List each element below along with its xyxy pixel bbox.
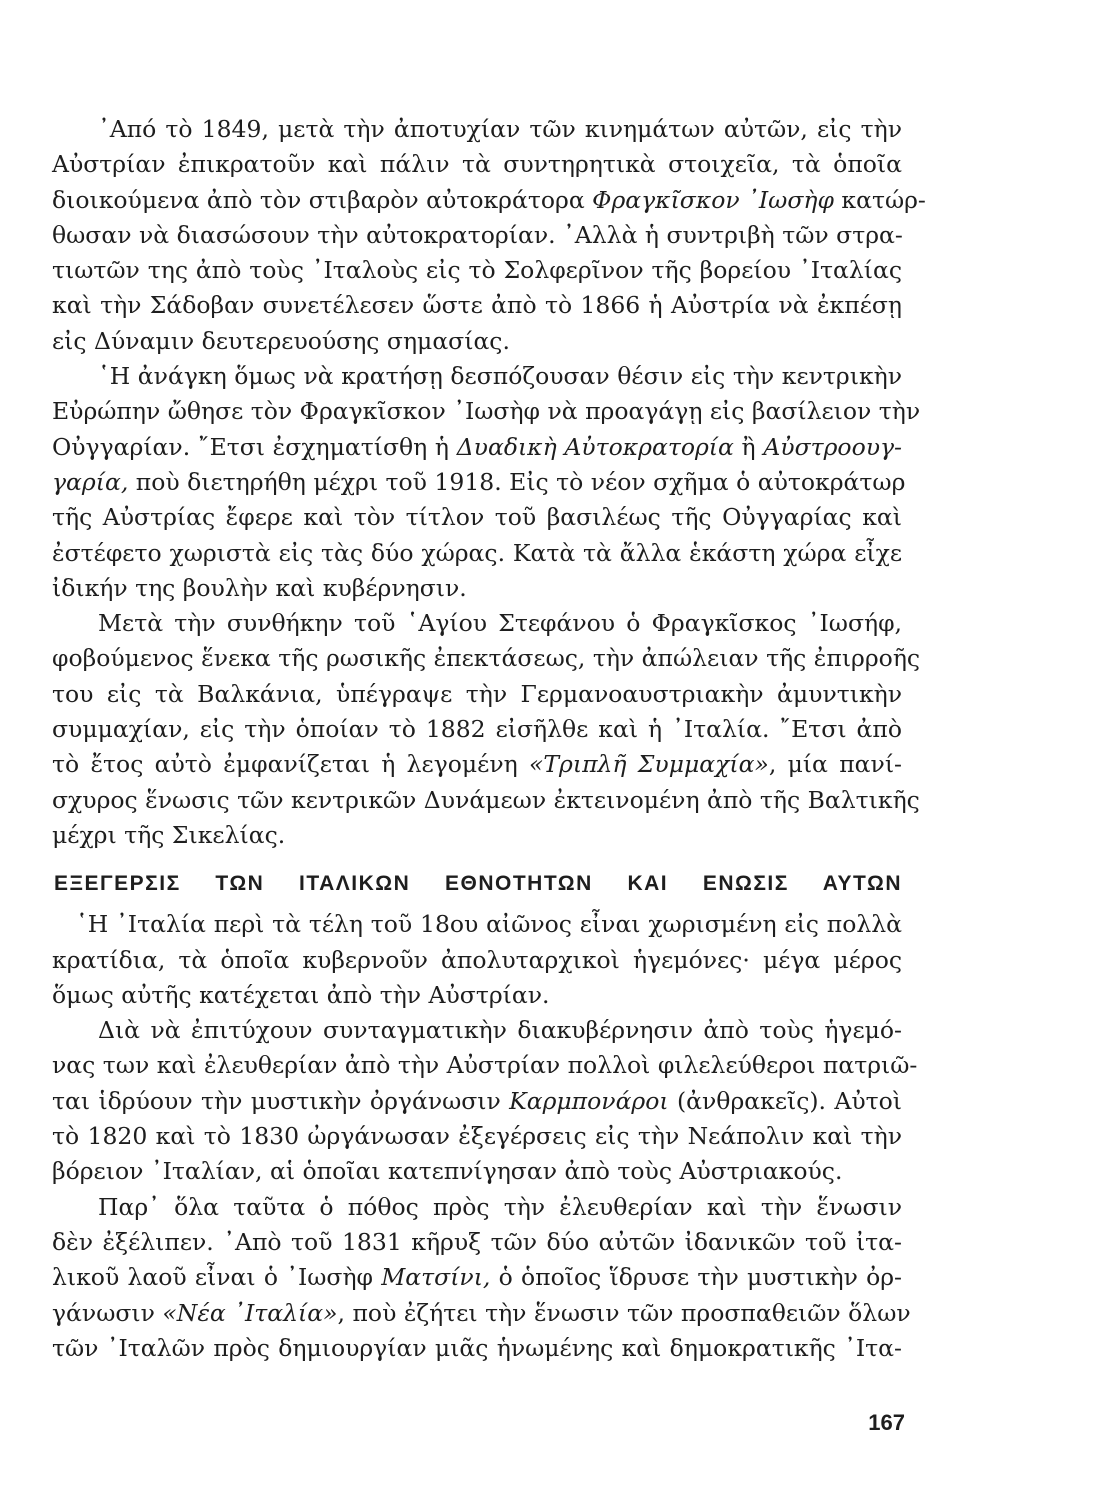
- text-line: [52, 183, 926, 218]
- text-line: [52, 465, 906, 500]
- italic-term: Δυαδικὴ Αὐτοκρατορία: [456, 432, 734, 461]
- text-run: ὁ ὁποῖος ἵδρυσε τὴν μυστικὴν ὀρ-: [490, 1263, 902, 1292]
- text-line: εἰς Δύναμιν δευτερευούσης σημασίας.: [52, 326, 510, 355]
- text-line: νας των καὶ ἐλευθερίαν ἀπὸ τὴν Αὐστρίαν πολλοὶ φιλελεύθεροι πατριῶ-: [52, 1051, 918, 1080]
- italic-term: «Τριπλῆ Συμμαχία»: [529, 750, 769, 779]
- text-line: μέχρι τῆς Σικελίας.: [52, 820, 286, 849]
- text-run: ἢ: [733, 432, 764, 461]
- text-run: τὸ ἔτος αὐτὸ ἐμφανίζεται ἡ λεγομένη: [52, 750, 529, 779]
- body-text: [52, 112, 926, 1366]
- text-run: ται ἱδρύουν τὴν μυστικὴν ὀργάνωσιν: [52, 1086, 510, 1115]
- text-line: Αὐστρίαν ἐπικρατοῦν καὶ πάλιν τὰ συντηρητικὰ στοιχεῖα, τὰ ὁποῖα: [52, 150, 902, 179]
- text-run: (ἀνθρακεῖς). Αὐτοὶ: [668, 1086, 902, 1115]
- text-line: ῾Η ἀνάγκη ὅμως νὰ κρατήσῃ δεσπόζουσαν θέσιν εἰς τὴν κεντρικὴν: [98, 362, 902, 391]
- section-heading: ΕΞΕΓΕΡΣΙΣ ΤΩΝ ΙΤΑΛΙΚΩΝ ΕΘΝΟΤΗΤΩΝ ΚΑΙ ΕΝΩΣΙΣ ΑΥΤΩΝ: [54, 872, 902, 896]
- paragraph-triple-alliance: [52, 606, 921, 853]
- text-line: Μετὰ τὴν συνθήκην τοῦ ῾Αγίου Στεφάνου ὁ Φραγκῖσκος ᾿Ιωσήφ,: [98, 609, 902, 638]
- text-run: Οὐγγαρίαν. ῎Ετσι ἐσχηματίσθη ἡ: [52, 432, 457, 461]
- paragraph-dual-monarchy: [52, 359, 921, 606]
- paragraph-austria-1849: [52, 112, 926, 359]
- text-line: θωσαν νὰ διασώσουν τὴν αὐτοκρατορίαν. ᾿Αλλὰ ἡ συντριβὴ τῶν στρα-: [52, 220, 903, 249]
- text-line: ἐστέφετο χωριστὰ εἰς τὰς δύο χώρας. Κατὰ τὰ ἄλλα ἑκάστη χώρα εἶχε: [52, 538, 902, 567]
- italic-term: γαρία,: [52, 467, 129, 496]
- text-run: λικοῦ λαοῦ εἶναι ὁ ᾿Ιωσὴφ: [52, 1263, 382, 1292]
- paragraph-italy-18th-century: [52, 907, 902, 1013]
- text-run: κατώρ-: [833, 185, 926, 214]
- text-line: τῆς Αὐστρίας ἔφερε καὶ τὸν τίτλον τοῦ βασιλέως τῆς Οὐγγαρίας καὶ: [52, 503, 902, 532]
- italic-name: Φραγκῖσκον ᾿Ιωσὴφ: [592, 185, 834, 214]
- italic-term: Αὐστροουγ-: [763, 432, 902, 461]
- text-line: Παρ᾿ ὅλα ταῦτα ὁ πόθος πρὸς τὴν ἐλευθερίαν καὶ τὴν ἕνωσιν: [98, 1192, 902, 1221]
- italic-term: «Νέα ᾿Ιταλία»: [162, 1298, 338, 1327]
- paragraph-mazzini: [52, 1190, 911, 1366]
- text-line: [52, 747, 902, 782]
- text-line: τὸ 1820 καὶ τὸ 1830 ὠργάνωσαν ἐξεγέρσεις εἰς τὴν Νεάπολιν καὶ τὴν: [52, 1122, 902, 1151]
- text-run: γάνωσιν: [52, 1298, 163, 1327]
- text-line: Εὐρώπην ὤθησε τὸν Φραγκῖσκον ᾿Ιωσὴφ νὰ προαγάγῃ εἰς βασίλειον τὴν: [52, 397, 921, 426]
- text-line: [52, 1084, 902, 1119]
- italic-name: Ματσίνι,: [381, 1263, 491, 1292]
- italic-term: Καρμπονάροι: [509, 1086, 669, 1115]
- text-run: ποὺ διετηρήθη μέχρι τοῦ 1918. Εἰς τὸ νέον σχῆμα ὁ αὐτοκράτωρ: [128, 467, 906, 496]
- text-line: Διὰ νὰ ἐπιτύχουν συνταγματικὴν διακυβέρνησιν ἀπὸ τοὺς ἡγεμό-: [98, 1016, 902, 1045]
- text-line: ἰδικήν της βουλὴν καὶ κυβέρνησιν.: [52, 573, 467, 602]
- paragraph-carbonari: [52, 1013, 918, 1189]
- text-run: διοικούμενα ἀπὸ τὸν στιβαρὸν αὐτοκράτορα: [52, 185, 593, 214]
- text-line: ὅμως αὐτῆς κατέχεται ἀπὸ τὴν Αὐστρίαν.: [52, 980, 550, 1009]
- text-line: τιωτῶν της ἀπὸ τοὺς ᾿Ιταλοὺς εἰς τὸ Σολφερῖνον τῆς βορείου ᾿Ιταλίας: [52, 256, 902, 285]
- text-line: [52, 1260, 902, 1295]
- page-number: 167: [868, 1410, 905, 1435]
- text-line: [52, 1296, 911, 1331]
- text-line: κρατίδια, τὰ ὁποῖα κυβερνοῦν ἀπολυταρχικοὶ ἡγεμόνες· μέγα μέρος: [52, 945, 902, 974]
- text-line: του εἰς τὰ Βαλκάνια, ὑπέγραψε τὴν Γερμανοαυστριακὴν ἀμυντικὴν: [52, 679, 902, 708]
- text-line: ᾿Από τὸ 1849, μετὰ τὴν ἀποτυχίαν τῶν κινημάτων αὐτῶν, εἰς τὴν: [98, 115, 902, 143]
- text-line: συμμαχίαν, εἰς τὴν ὁποίαν τὸ 1882 εἰσῆλθε καὶ ἡ ᾿Ιταλία. ῎Ετσι ἀπὸ: [52, 715, 902, 744]
- text-line: καὶ τὴν Σάδοβαν συνετέλεσεν ὥστε ἀπὸ τὸ 1866 ἡ Αὐστρία νὰ ἐκπέσῃ: [52, 291, 902, 320]
- text-run: , ποὺ ἐζήτει τὴν ἕνωσιν τῶν προσπαθειῶν ὅλων: [337, 1298, 911, 1327]
- text-line: ῾Η ᾿Ιταλία περὶ τὰ τέλη τοῦ 18ου αἰῶνος εἶναι χωρισμένη εἰς πολλὰ: [76, 910, 902, 939]
- text-line: δὲν ἐξέλιπεν. ᾿Απὸ τοῦ 1831 κῆρυξ τῶν δύο αὐτῶν ἰδανικῶν τοῦ ἰτα-: [52, 1227, 902, 1256]
- text-line: βόρειον ᾿Ιταλίαν, αἱ ὁποῖαι κατεπνίγησαν ἀπὸ τοὺς Αὐστριακούς.: [52, 1157, 843, 1186]
- text-line: τῶν ᾿Ιταλῶν πρὸς δημιουργίαν μιᾶς ἡνωμένης καὶ δημοκρατικῆς ᾿Ιτα-: [52, 1333, 902, 1362]
- text-line: φοβούμενος ἕνεκα τῆς ρωσικῆς ἐπεκτάσεως, τὴν ἀπώλειαν τῆς ἐπιρροῆς: [52, 644, 921, 673]
- text-run: , μία πανί-: [768, 750, 902, 779]
- text-line: [52, 430, 902, 465]
- text-line: σχυρος ἕνωσις τῶν κεντρικῶν Δυνάμεων ἐκτεινομένη ἀπὸ τῆς Βαλτικῆς: [52, 785, 920, 814]
